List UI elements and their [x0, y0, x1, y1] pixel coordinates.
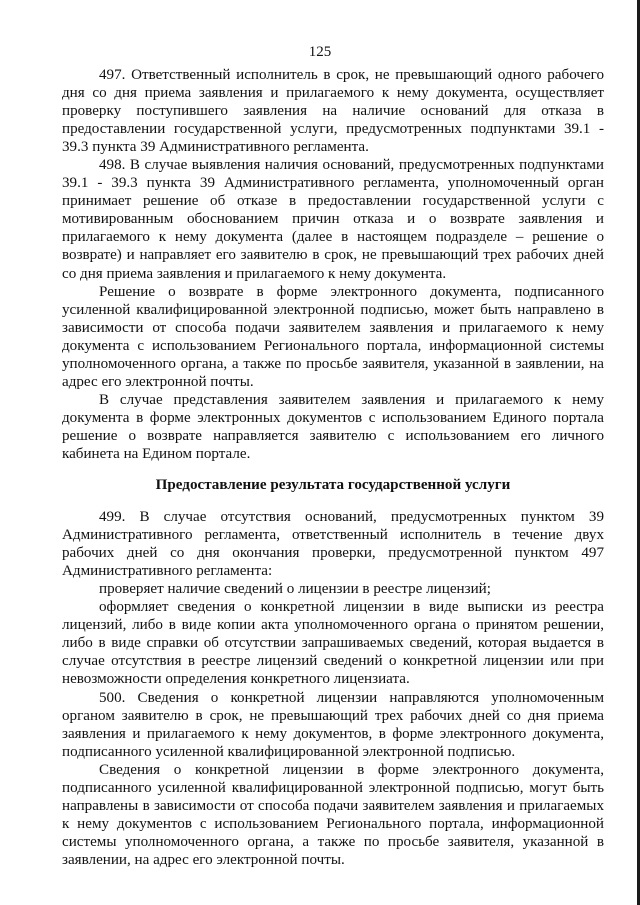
paragraph-497: 497. Ответственный исполнитель в срок, не превышающий одного рабочего дня со дня приема заявления и прилагаемого к нему документа, осуществляет проверку поступившего заявления на наличие оснований для отказа в предоставлении государственной услуги, предусмотренных подпунктами 39.1 - 39.3 пункта 39 Административного регламента.	[62, 67, 604, 156]
paragraph-checks-registry: проверяет наличие сведений о лицензии в реестре лицензий;	[99, 581, 491, 598]
paragraph-return-decision: Решение о возврате в форме электронного документа, подписанного усиленной квалифицированной электронной подписью, может быть направлено в зависимости от способа подачи заявителем заявления и прилагаемого к нему документа с использованием Регионального портала, информационной системы уполномоченного органа, а также по просьбе заявителя, указанной в заявлении, на адрес его электронной почты.	[62, 283, 604, 390]
paragraph-issues-info: оформляет сведения о конкретной лицензии в виде выписки из реестра лицензий, либо в виде копии акта уполномоченного органа о принятом решении, либо в виде справки об отсутствии запрашиваемых сведений, которая выдается в случае отсутствия в реестре лицензий сведений о конкретной лицензии или при невозможности определения конкретного лицензиата.	[62, 599, 604, 688]
paragraph-license-info-delivery: Сведения о конкретной лицензии в форме электронного документа, подписанного усиленной квалифицированной электронной подписью, могут быть направлены в зависимости от способа подачи заявителем заявления и прилагаемых к нему документов с использованием Регионального портала, информационной системы уполномоченного органа, а также по просьбе заявителя, указанной в заявлении, на адрес его электронной почты.	[62, 761, 604, 868]
page-number: 125	[308, 44, 332, 60]
page-content	[62, 66, 604, 869]
paragraph-498: 498. В случае выявления наличия оснований, предусмотренных подпунктами 39.1 - 39.3 пункта 39 Административного регламента, уполномоченный орган принимает решение об отказе в предоставлении государственной услуги с мотивированным обоснованием причин отказа и о возврате заявления и прилагаемого к нему документа (далее в настоящем подразделе – решение о возврате) и направляет его заявителю в срок, не превышающий трех рабочих дней со дня приема заявления и прилагаемого к нему документа.	[62, 157, 604, 282]
paragraph-unified-portal: В случае представления заявителем заявления и прилагаемого к нему документа в форме электронных документов с использованием Единого портала решение о возврате направляется заявителю с использованием его личного кабинета на Едином портале.	[62, 391, 604, 462]
paragraph-499: 499. В случае отсутствия оснований, предусмотренных пунктом 39 Административного регламента, ответственный исполнитель в течение двух рабочих дней со дня окончания проверки, предусмотренной пунктом 497 Административного регламента:	[62, 509, 604, 580]
section-heading: Предоставление результата государственной услуги	[155, 477, 511, 494]
paragraph-500: 500. Сведения о конкретной лицензии направляются уполномоченным органом заявителю в срок, не превышающий трех рабочих дней со дня приема заявления и прилагаемого к нему документов, в форме электронного документа, подписанного усиленной квалифицированной электронной подписью.	[62, 689, 604, 760]
